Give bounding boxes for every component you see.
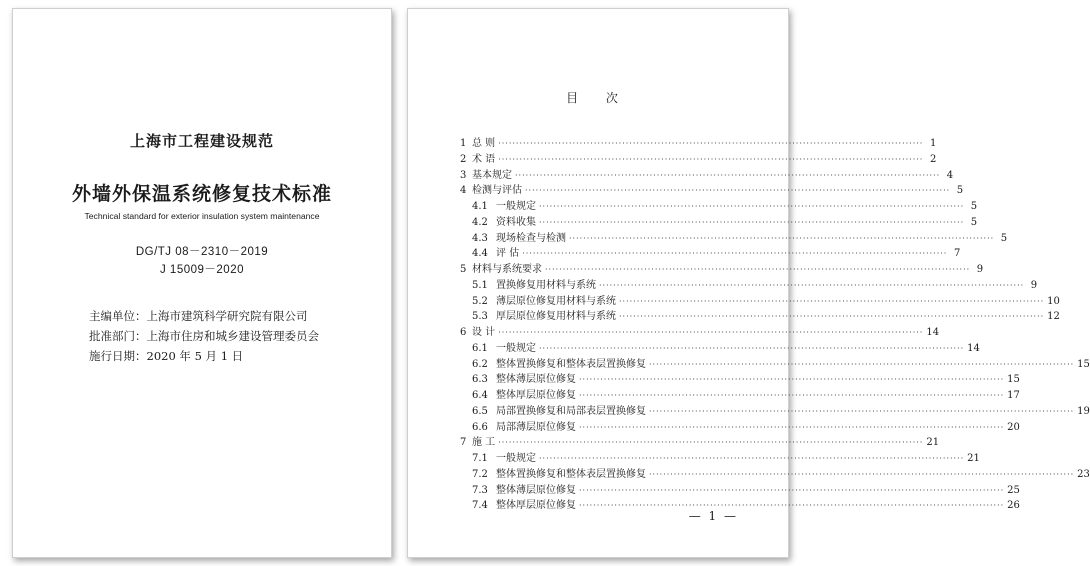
toc-entry-title: 术 语	[472, 153, 496, 165]
toc-entry-title: 基本规定	[472, 169, 512, 181]
toc-entry-title: 整体厚层原位修复	[496, 390, 576, 401]
toc-leader-dots: ························································································································	[515, 170, 941, 180]
toc-entry-number: 7.4	[472, 500, 488, 512]
toc-entry-page: 5	[970, 216, 978, 228]
toc-entry[interactable]	[460, 181, 964, 197]
toc-entry-title: 材料与系统要求	[472, 264, 542, 275]
toc-leader-dots: ························································································································	[649, 469, 1075, 479]
toc-entry-page: 15	[1007, 374, 1020, 386]
toc-entry-number: 6.1	[472, 342, 488, 354]
toc-entry-page: 5	[956, 185, 964, 197]
toc-entry-title: 施 工	[472, 437, 496, 449]
toc-leader-dots: ························································································································	[498, 154, 924, 164]
toc-leader-dots: ························································································································	[539, 202, 965, 211]
toc-entry-title: 一般规定	[496, 201, 536, 212]
toc-entry-number: 5.2	[472, 295, 488, 307]
toc-leader-dots: ························································································································	[649, 359, 1075, 369]
toc-entry-number: 7.1	[472, 453, 488, 464]
toc-leader-dots: ························································································································	[579, 485, 1005, 495]
toc-entry-number: 4	[460, 185, 467, 197]
toc-entry-page: 26	[1007, 500, 1020, 512]
toc-leader-dots: ························································································································	[569, 233, 995, 243]
toc-entry-page: 21	[926, 437, 940, 449]
approval-department: 批准部门：上海市住房和城乡建设管理委员会	[89, 329, 319, 343]
toc-entry-title: 资料收集	[496, 216, 536, 228]
toc-entry[interactable]	[460, 276, 1038, 292]
toc-entry-title: 评 估	[496, 248, 520, 260]
toc-entry[interactable]	[460, 449, 980, 465]
toc-leader-dots: ························································································································	[619, 296, 1045, 306]
toc-entry-title: 检测与评估	[472, 185, 522, 197]
toc-entry-number: 3	[460, 169, 467, 181]
toc-entry-title: 整体厚层原位修复	[496, 500, 576, 512]
toc-entry-page: 21	[967, 453, 980, 464]
toc-entry-number: 7.2	[472, 468, 488, 480]
toc-entry-number: 4.4	[472, 248, 488, 260]
toc-leader-dots: ························································································································	[498, 438, 924, 448]
toc-entry[interactable]	[460, 465, 1090, 481]
cover-page	[12, 8, 392, 558]
toc-entry[interactable]	[460, 370, 1020, 386]
toc-entry[interactable]	[460, 418, 1020, 434]
toc-heading: 目 次	[566, 91, 630, 105]
toc-leader-dots: ························································································································	[498, 139, 924, 148]
toc-entry[interactable]	[460, 150, 937, 166]
toc-entry-title: 一般规定	[496, 342, 536, 354]
toc-entry-page: 25	[1007, 484, 1020, 496]
toc-entry[interactable]	[460, 244, 961, 260]
document-title: 外墙外保温系统修复技术标准	[71, 183, 332, 205]
toc-entry-page: 15	[1077, 358, 1090, 370]
toc-entry-page: 17	[1007, 390, 1020, 401]
toc-list	[460, 134, 1090, 512]
record-code: J 15009－2020	[159, 264, 244, 276]
toc-leader-dots: ························································································································	[539, 217, 965, 227]
toc-entry[interactable]	[460, 323, 940, 339]
toc-leader-dots: ························································································································	[579, 501, 1005, 511]
toc-leader-dots: ························································································································	[525, 186, 951, 196]
toc-entry-number: 5.1	[472, 279, 488, 291]
toc-entry[interactable]	[460, 134, 937, 150]
toc-entry[interactable]	[460, 260, 984, 276]
standard-series: 上海市工程建设规范	[129, 132, 274, 150]
toc-entry-number: 6.6	[472, 421, 488, 433]
toc-entry-title: 设 计	[472, 327, 496, 338]
toc-leader-dots: ························································································································	[539, 454, 965, 463]
toc-entry-number: 5	[460, 264, 467, 275]
toc-entry-number: 6.3	[472, 374, 488, 386]
toc-entry[interactable]	[460, 433, 940, 449]
toc-entry-title: 置换修复用材料与系统	[496, 279, 596, 291]
toc-entry-number: 7	[460, 437, 467, 449]
toc-entry-page: 12	[1047, 311, 1060, 323]
toc-entry-title: 整体置换修复和整体表层置换修复	[496, 358, 646, 370]
toc-entry[interactable]	[460, 339, 980, 355]
toc-entry[interactable]	[460, 307, 1060, 323]
toc-entry-title: 局部置换修复和局部表层置换修复	[496, 405, 646, 417]
toc-entry[interactable]	[460, 355, 1090, 371]
toc-leader-dots: ························································································································	[579, 422, 1005, 432]
toc-entry-number: 6.5	[472, 405, 488, 417]
standard-code: DG/TJ 08－2310－2019	[135, 246, 269, 258]
toc-entry-page: 9	[976, 264, 984, 275]
toc-leader-dots: ························································································································	[599, 280, 1025, 290]
toc-leader-dots: ························································································································	[619, 312, 1045, 322]
toc-entry-number: 4.3	[472, 232, 488, 244]
toc-entry[interactable]	[460, 292, 1060, 308]
toc-entry-page: 20	[1007, 421, 1020, 433]
toc-entry-number: 6.2	[472, 358, 488, 370]
toc-leader-dots: ························································································································	[539, 343, 965, 353]
toc-entry-title: 一般规定	[496, 453, 536, 464]
toc-entry-page: 9	[1030, 279, 1038, 291]
toc-entry[interactable]	[460, 197, 978, 213]
toc-entry-number: 5.3	[472, 311, 488, 323]
toc-leader-dots: ························································································································	[522, 249, 948, 259]
toc-entry-page: 5	[970, 201, 978, 212]
toc-entry-number: 4.1	[472, 201, 488, 212]
toc-entry-page: 2	[929, 153, 937, 165]
toc-entry-number: 1	[460, 138, 467, 149]
toc-entry-title: 整体薄层原位修复	[496, 374, 576, 386]
toc-entry[interactable]	[460, 402, 1090, 418]
toc-leader-dots: ························································································································	[579, 391, 1005, 400]
toc-leader-dots: ························································································································	[545, 265, 971, 274]
toc-entry-number: 4.2	[472, 216, 488, 228]
toc-entry-title: 总 则	[472, 138, 496, 149]
toc-entry-title: 整体置换修复和整体表层置换修复	[496, 468, 646, 480]
toc-entry-number: 2	[460, 153, 467, 165]
editor-unit: 主编单位：上海市建筑科学研究院有限公司	[89, 309, 308, 323]
toc-leader-dots: ························································································································	[649, 406, 1075, 416]
english-title: Technical standard for exterior insulation system maintenance	[84, 211, 320, 221]
effective-date: 施行日期：2020 年 5 月 1 日	[89, 349, 244, 363]
toc-entry-page: 5	[1000, 232, 1008, 244]
toc-entry-title: 厚层原位修复用材料与系统	[496, 311, 616, 323]
toc-entry-page: 4	[946, 169, 954, 181]
toc-entry-page: 7	[953, 248, 961, 260]
toc-entry-page: 19	[1077, 405, 1090, 417]
toc-page	[407, 8, 1090, 558]
toc-entry[interactable]	[460, 166, 954, 182]
toc-entry-title: 整体薄层原位修复	[496, 484, 576, 496]
toc-entry-page: 23	[1077, 468, 1090, 480]
toc-entry-page: 14	[926, 327, 940, 338]
toc-entry[interactable]	[460, 386, 1020, 402]
toc-entry-title: 现场检查与检测	[496, 232, 566, 244]
toc-entry-number: 6	[460, 327, 467, 338]
toc-leader-dots: ························································································································	[579, 375, 1005, 385]
toc-entry-title: 薄层原位修复用材料与系统	[496, 295, 616, 307]
toc-entry-page: 10	[1047, 295, 1060, 307]
page-number: — 1 —	[688, 509, 738, 523]
toc-entry-number: 7.3	[472, 484, 488, 496]
toc-entry-number: 6.4	[472, 390, 488, 401]
toc-entry-title: 局部薄层原位修复	[496, 421, 576, 433]
toc-entry-page: 1	[929, 138, 937, 149]
toc-leader-dots: ························································································································	[498, 328, 924, 337]
toc-entry[interactable]	[460, 213, 978, 229]
toc-entry[interactable]	[460, 229, 1008, 245]
toc-entry[interactable]	[460, 481, 1020, 497]
toc-entry-page: 14	[967, 342, 980, 354]
